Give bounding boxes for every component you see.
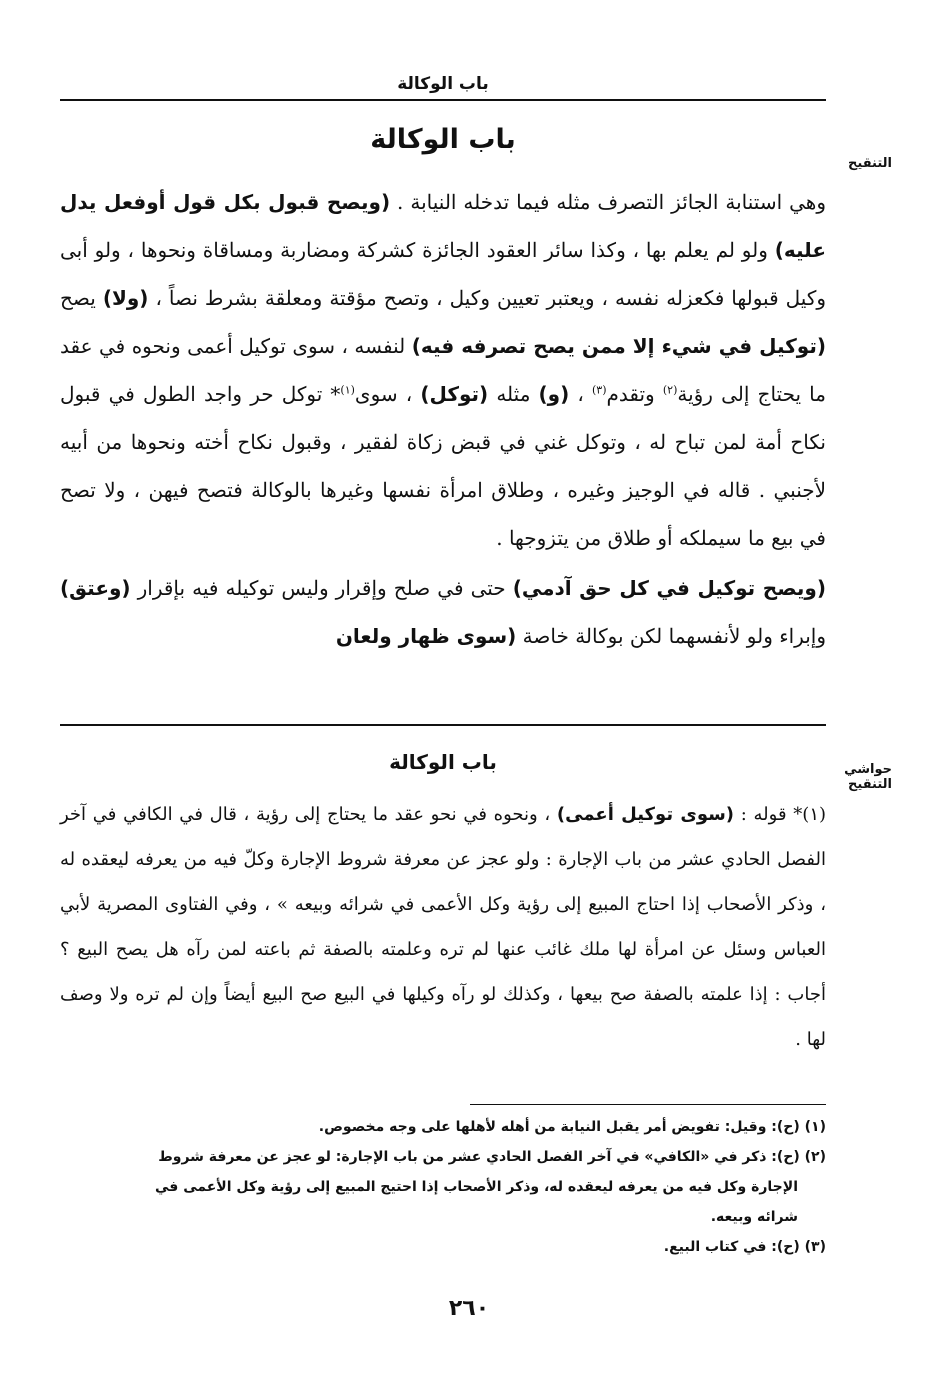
commentary-segment: ، ونحوه في نحو عقد ما يحتاج إلى رؤية ، قال في الكافي في آخر الفصل الحادي عشر من باب الإجارة : ولو عجز عن معرفة شروط الإجارة وكلّ فيه من يعرفه ليعقده له ، وذكر الأصحاب إذا احتاج المبيع إلى رؤية وكل الأعمى في شرائه وبيعه » ، وفي الفتاوى المصرية لأبي العباس وسئل عن امرأة لها ملك غائب عنها لم تره وعلمته بالصفة ثم باعته لمن رآه هل يصح البيع ؟ أجاب : إذا علمته بالصفة صح بيعها ، وكذلك لو رآه وكيلها في البيع صح البيع أيضاً وإن لم تره ولا وصف لها . [60, 804, 826, 1050]
main-text-segment: (ولا) [102, 286, 149, 310]
commentary-segment: (١)* قوله : [734, 804, 827, 825]
commentary-text [60, 792, 826, 1062]
main-text-segment: يصح [60, 286, 103, 310]
footnote-line: (١) (ح): وقيل: تفويض أمر يقبل النيابة من أهله لأهلها على وجه مخصوص. [318, 1119, 826, 1135]
main-text-segment: (توكل) [420, 382, 489, 406]
main-text-segment: (توكيل في شيء إلا ممن يصح تصرفه فيه) [411, 334, 826, 358]
main-text-segment: * توكل حر واجد الطول في قبول نكاح أمة لمن تباح له ، وتوكل غني في قبض زكاة لفقير ، وقبول نكاح أخته ونحوها من أبيه لأجنبي . قاله في الوجيز وغيره ، وطلاق امرأة نفسها وغيرها بالوكالة فتصح فيهن ، ولا تصح في بيع ما سيملكه أو طلاق من يتزوجها . [60, 382, 826, 550]
running-head: باب الوكالة [397, 74, 489, 94]
footnote-line: الإجارة وكل فيه من يعرفه ليعقده له، وذكر الأصحاب إذا احتيج المبيع إلى رؤية وكل الأعمى في [154, 1179, 798, 1195]
footnote-line: شرائه وبيعه. [710, 1209, 798, 1225]
main-text-segment: مثله [488, 382, 539, 406]
page-number: ٢٦٠ [448, 1296, 490, 1321]
main-title: باب الوكالة [370, 124, 516, 155]
main-text-segment: ، سوى [354, 382, 421, 406]
footnote-ref: (١) [340, 383, 355, 397]
main-text-segment: (و) [538, 382, 570, 406]
main-text [60, 178, 826, 660]
main-paragraph [60, 178, 826, 562]
footnotes [60, 1112, 826, 1262]
main-text-segment: ولو لم يعلم بها ، وكذا سائر العقود الجائزة كشركة ومضاربة ومساقاة ونحوها ، ولو أبى وكيل قبولها فكعزله نفسه ، ويعتبر تعيين وكيل ، وتصح مؤقتة ومعلقة بشرط نصاً ، [60, 238, 826, 310]
footnote-ref: (٣) [591, 383, 607, 397]
main-text-segment: (وعتق) [60, 576, 131, 600]
main-text-segment: وهي استنابة الجائز التصرف مثله فيما تدخله النيابة . [390, 190, 826, 214]
header-rule [60, 99, 826, 101]
footnote-ref: (٢) [662, 383, 678, 397]
main-text-segment: (ويصح توكيل في كل حق آدمي) [512, 576, 827, 600]
main-text-segment: (ويصح قبول بكل قول أوفعل يدل عليه) [60, 190, 826, 262]
footnote-line: (٢) (ح): ذكر في «الكافي» في آخر الفصل الحادي عشر من باب الإجارة: لو عجز عن معرفة شروط [158, 1149, 826, 1165]
commentary-paragraph [60, 792, 826, 1062]
main-text-segment: حتى في صلح وإقرار وليس توكيله فيه بإقرار [130, 576, 513, 600]
section-divider [60, 724, 826, 726]
footnote-rule [470, 1104, 826, 1105]
margin-label-commentary: حواشي التنقيح [844, 762, 892, 792]
main-text-segment: وتقدم [606, 382, 663, 406]
commentary-segment: (سوى توكيل أعمى) [556, 804, 735, 825]
commentary-title: باب الوكالة [389, 750, 497, 774]
margin-label-main: التنقيح [848, 156, 892, 171]
main-text-segment: لنفسه ، سوى توكيل أعمى ونحوه في عقد ما يحتاج إلى رؤية [60, 334, 826, 406]
footnote-line: (٣) (ح): في كتاب البيع. [663, 1239, 826, 1255]
main-paragraph [60, 564, 826, 660]
main-text-segment: (سوى ظهار ولعان [335, 624, 517, 648]
main-text-segment: وإبراء ولو لأنفسهما لكن بوكالة خاصة [516, 624, 826, 648]
main-text-segment: ، [569, 382, 592, 406]
